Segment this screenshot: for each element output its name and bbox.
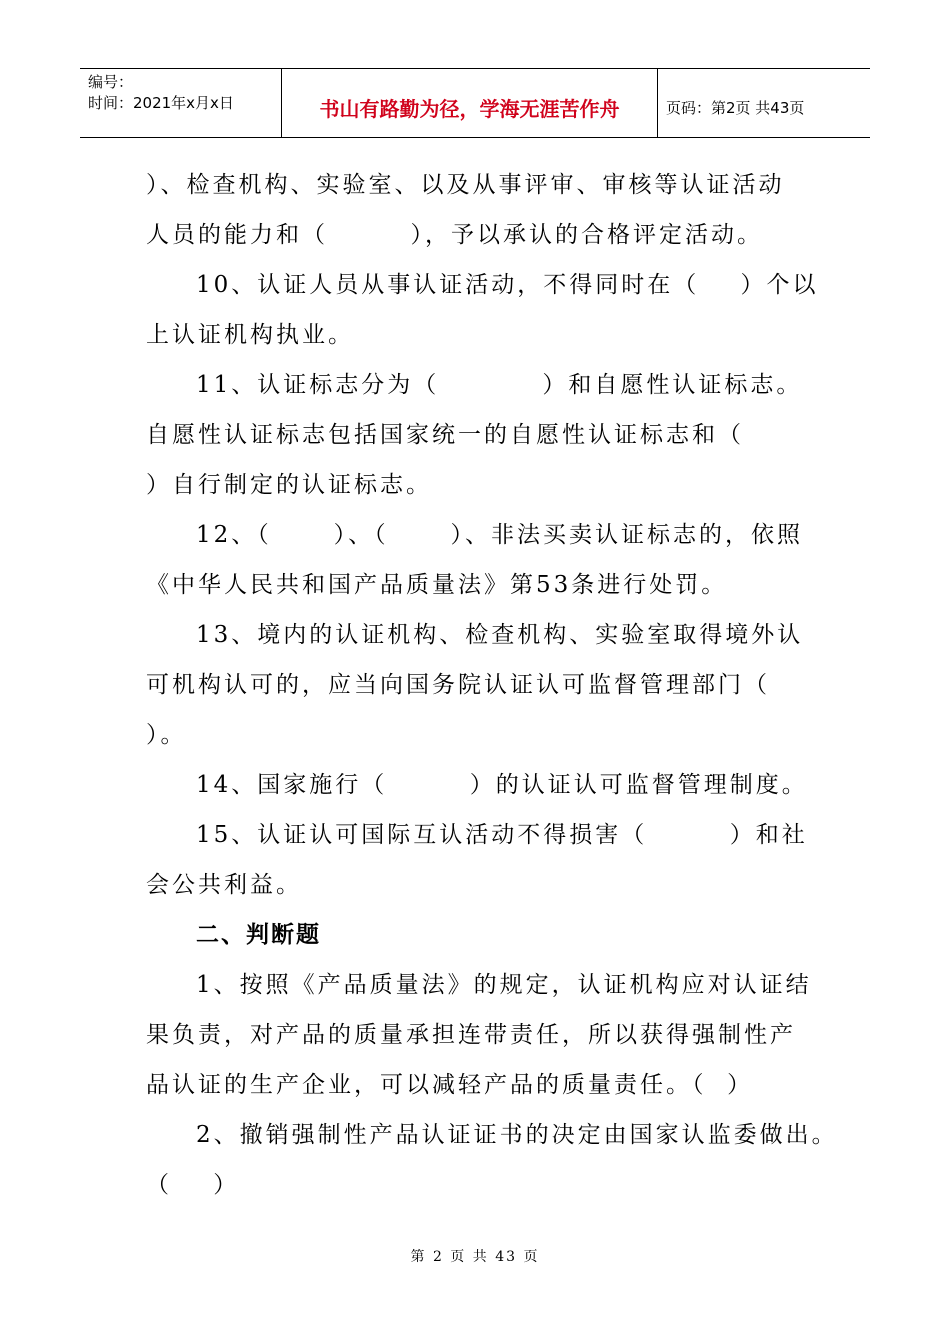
text-line: ）。	[146, 722, 187, 748]
page-footer: 第 2 页 共 43 页	[410, 1249, 540, 1265]
page-header	[80, 68, 870, 138]
question-13: 13、境内的认证机构、检查机构、实验室取得境外认	[196, 622, 804, 648]
text-line: 人员的能力和（ ），予以承认的合格评定活动。	[146, 222, 763, 248]
text-line: 果负责，对产品的质量承担连带责任，所以获得强制性产	[146, 1022, 796, 1048]
text-line: 自愿性认证标志包括国家统一的自愿性认证标志和（	[146, 422, 744, 448]
question-12: 12、（ ）、（ ）、非法买卖认证标志的，依照	[196, 522, 803, 548]
header-meta	[80, 69, 282, 137]
text-line: 可机构认可的，应当向国务院认证认可监督管理部门（	[146, 672, 770, 698]
header-page-info: 页码：第2页 共43页	[666, 98, 805, 117]
text-line: 品认证的生产企业，可以减轻产品的质量责任。（ ）	[146, 1072, 754, 1098]
header-motto: 书山有路勤为径，学海无涯苦作舟	[282, 69, 658, 137]
question-14: 14、国家施行（ ）的认证认可监督管理制度。	[196, 772, 808, 798]
tf-question-2: 2、撤销强制性产品认证证书的决定由国家认监委做出。	[196, 1122, 838, 1148]
tf-question-1: 1、按照《产品质量法》的规定，认证机构应对认证结	[196, 972, 812, 998]
text-line: 会公共利益。	[146, 872, 302, 898]
document-body	[146, 160, 838, 1210]
text-line: ）自行制定的认证标志。	[146, 472, 432, 498]
text-line: 《中华人民共和国产品质量法》第53条进行处罚。	[146, 572, 728, 598]
section-title-true-false: 二、判断题	[196, 922, 321, 948]
document-date: 时间：2021年x月x日	[88, 94, 234, 112]
question-10: 10、认证人员从事认证活动，不得同时在（ ）个以	[196, 272, 819, 298]
text-line: （ ）	[146, 1172, 240, 1198]
question-15: 15、认证认可国际互认活动不得损害（ ）和社	[196, 822, 808, 848]
question-11: 11、认证标志分为（ ）和自愿性认证标志。	[196, 372, 803, 398]
document-number-label: 编号：	[88, 73, 134, 91]
text-line: ）、检查机构、实验室、以及从事评审、审核等认证活动	[146, 172, 785, 198]
text-line: 上认证机构执业。	[146, 322, 354, 348]
